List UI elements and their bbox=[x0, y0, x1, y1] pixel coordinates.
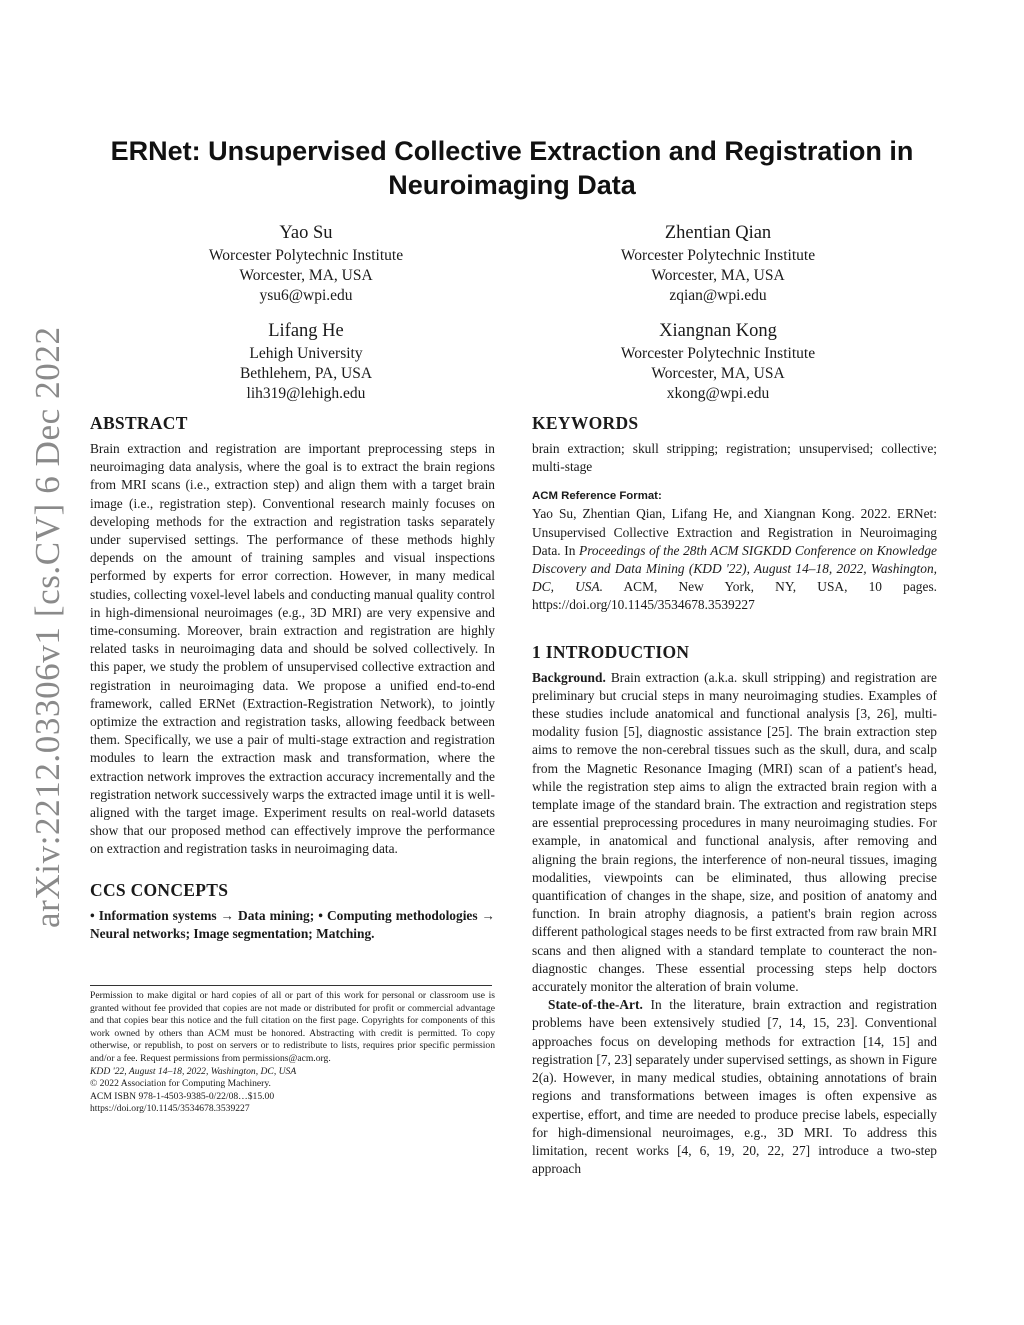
author-location: Worcester, MA, USA bbox=[239, 267, 373, 284]
author-name: Zhentian Qian bbox=[664, 223, 772, 243]
acm-reference-proceedings: Proceedings of the 28th ACM SIGKDD Conference on Knowledge Discovery and Data Mining (KDD '22), August 14–18, 2022, Washington, DC, USA. bbox=[532, 542, 937, 595]
doi-line[interactable]: https://doi.org/10.1145/3534678.3539227 bbox=[90, 1103, 250, 1115]
author-name: Xiangnan Kong bbox=[659, 321, 777, 341]
copyright-line: © 2022 Association for Computing Machinery. bbox=[90, 1078, 271, 1090]
state-of-the-art-text: In the literature, brain extraction and registration problems have been extensively studied [7, 14, 15, 23]. Conventional approaches focus on developing methods for extraction [14, 15] and registration [7, 23] separately under supervised settings, as shown in Figure 2(a). However, in many medical studies, obtaining annotations of brain regions and transformations between images is often expensive as expertise, effort, and time are needed to produce precise labels, especially for high-dimensional neuroimages, e.g., 3D MRI. To address this limitation, recent works [4, 6, 19, 20, 22, 27] introduce a two-step approach bbox=[532, 997, 937, 1177]
author-location: Bethlehem, PA, USA bbox=[239, 365, 373, 382]
author-affiliation: Lehigh University bbox=[249, 345, 363, 362]
acm-reference-publisher: ACM, New York, NY, USA, 10 pages. https://doi.org/10.1145/3534678.3539227 bbox=[532, 579, 938, 613]
introduction-heading: 1 INTRODUCTION bbox=[532, 641, 690, 662]
ccs-heading: CCS CONCEPTS bbox=[90, 879, 229, 900]
conference-info: KDD '22, August 14–18, 2022, Washington, DC, USA bbox=[90, 1065, 297, 1077]
author-block-1 bbox=[156, 221, 456, 306]
author-block-2 bbox=[568, 221, 868, 306]
author-email: ysu6@wpi.edu bbox=[259, 287, 353, 304]
acm-reference-label: ACM Reference Format: bbox=[532, 490, 662, 503]
arxiv-stamp-text: arXiv:2212.03306v1 [cs.CV] 6 Dec 2022 bbox=[28, 326, 67, 928]
author-name: Lifang He bbox=[268, 321, 344, 341]
left-column bbox=[90, 412, 495, 1116]
author-email: xkong@wpi.edu bbox=[666, 385, 770, 402]
acm-reference bbox=[532, 490, 937, 614]
author-email: lih319@lehigh.edu bbox=[246, 385, 366, 402]
acm-reference-text bbox=[532, 505, 937, 614]
acm-reference-authors: Yao Su, Zhentian Qian, Lifang He, and Xiangnan Kong. 2022. ERNet: Unsupervised Collective Extraction and Registration in Neuroimaging Data. In bbox=[532, 506, 937, 558]
author-email: zqian@wpi.edu bbox=[669, 287, 767, 304]
intro-paragraph-1 bbox=[532, 669, 937, 997]
author-affiliation: Worcester Polytechnic Institute bbox=[620, 345, 816, 362]
author-location: Worcester, MA, USA bbox=[651, 365, 785, 382]
permission-notice: Permission to make digital or hard copies of all or part of this work for personal or classroom use is granted without fee provided that copies are not made or distributed for profit or commercial advantage and that copies bear this notice and the full citation on the first page. Copyrights for components of this work owned by others than ACM must be honored. Abstracting with credit is permitted. To copy otherwise, or republish, to post on servers or to redistribute to lists, requires prior specific permission and/or a fee. Request permissions from permissions@acm.org. bbox=[90, 990, 495, 1065]
author-location: Worcester, MA, USA bbox=[651, 267, 785, 284]
keywords-text: brain extraction; skull stripping; registration; unsupervised; collective; multi-stage bbox=[532, 441, 937, 475]
keywords-heading: KEYWORDS bbox=[532, 413, 639, 433]
footnote-rule bbox=[90, 985, 492, 986]
paper-title: ERNet: Unsupervised Collective Extraction and Registration in Neuroimaging Data bbox=[110, 136, 914, 200]
author-name: Yao Su bbox=[279, 223, 333, 243]
abstract-heading: ABSTRACT bbox=[90, 413, 188, 433]
abstract-text: Brain extraction and registration are important preprocessing steps in neuroimaging data analysis, where the goal is to extract the brain regions from MRI scans (i.e., extraction step) and align them with a target brain image (i.e., registration step). Conventional research mainly focuses on developing methods for the extraction and registration tasks separately under supervised settings. The performance of these methods highly depends on the amount of training samples and visual inspections performed by experts for error correction. However, in many medical studies, collecting voxel-level labels and conducting manual quality control in high-dimensional neuroimages (e.g., 3D MRI) are very expensive and time-consuming. Moreover, brain extraction and registration are highly related tasks in neuroimaging data and should be solved collectively. In this paper, we study the problem of unsupervised collective extraction and registration in neuroimaging data. We propose a unified end-to-end framework, called ERNet (Extraction-Registration Network), to jointly optimize the extraction and registration tasks, allowing feedback between them. Specifically, we use a pair of multi-stage extraction and registration modules to learn the extraction mask and transformation, where the extraction network improves the extraction accuracy incrementally and the registration network successively warps the extracted image until it is well-aligned with the target image. Experiment results on real-world datasets show that our proposed method can effectively improve the performance on extraction and registration tasks in neuroimaging data. bbox=[90, 441, 495, 857]
right-column bbox=[532, 412, 937, 1178]
background-text: Brain extraction (a.k.a. skull stripping) and registration are preliminary but crucial steps in many neuroimaging studies. Examples of these studies include anatomical and functional analysis [3, 26], multi-modality fusion [5], diagnostic assistance [25]. The brain extraction step aims to remove the non-cerebral tissues such as the skull, dura, and scalp from the Magnetic Resonance Imaging (MRI) scan of a patient's head, while the registration step aims to align the extracted brain region with a template image of the standard brain. The extraction and registration steps are essential preprocessing procedures in many neuroimaging studies. For example, in anatomical and functional analysis, after removing and aligning the brain regions, the interference of non-neural tissues, imaging modalities, viewpoints can be eliminated, thus allowing precise quantification of changes in the shape, size, and position of anatomy and function. In brain atrophy diagnosis, a patient's brain region across different pathological stages needs to be first extracted from raw brain MRI scans and then aligned with a standard template to counteract the non-diagnostic changes. These essential processing steps help doctors accurately monitor the alteration of brain volume. bbox=[532, 669, 937, 995]
author-block-4 bbox=[568, 319, 868, 404]
author-affiliation: Worcester Polytechnic Institute bbox=[620, 247, 816, 264]
ccs-text: • Information systems → Data mining; • Computing methodologies → Neural networks; Image segmentation; Matching. bbox=[90, 907, 495, 941]
footnote bbox=[90, 990, 495, 1116]
state-of-the-art-lead: State-of-the-Art. bbox=[548, 997, 643, 1013]
arxiv-stamp bbox=[18, 326, 68, 940]
intro-paragraph-2 bbox=[532, 996, 937, 1178]
isbn-line: ACM ISBN 978-1-4503-9385-0/22/08…$15.00 bbox=[90, 1090, 275, 1102]
author-affiliation: Worcester Polytechnic Institute bbox=[208, 247, 404, 264]
background-lead: Background. bbox=[532, 669, 606, 685]
author-block-3 bbox=[156, 319, 456, 404]
